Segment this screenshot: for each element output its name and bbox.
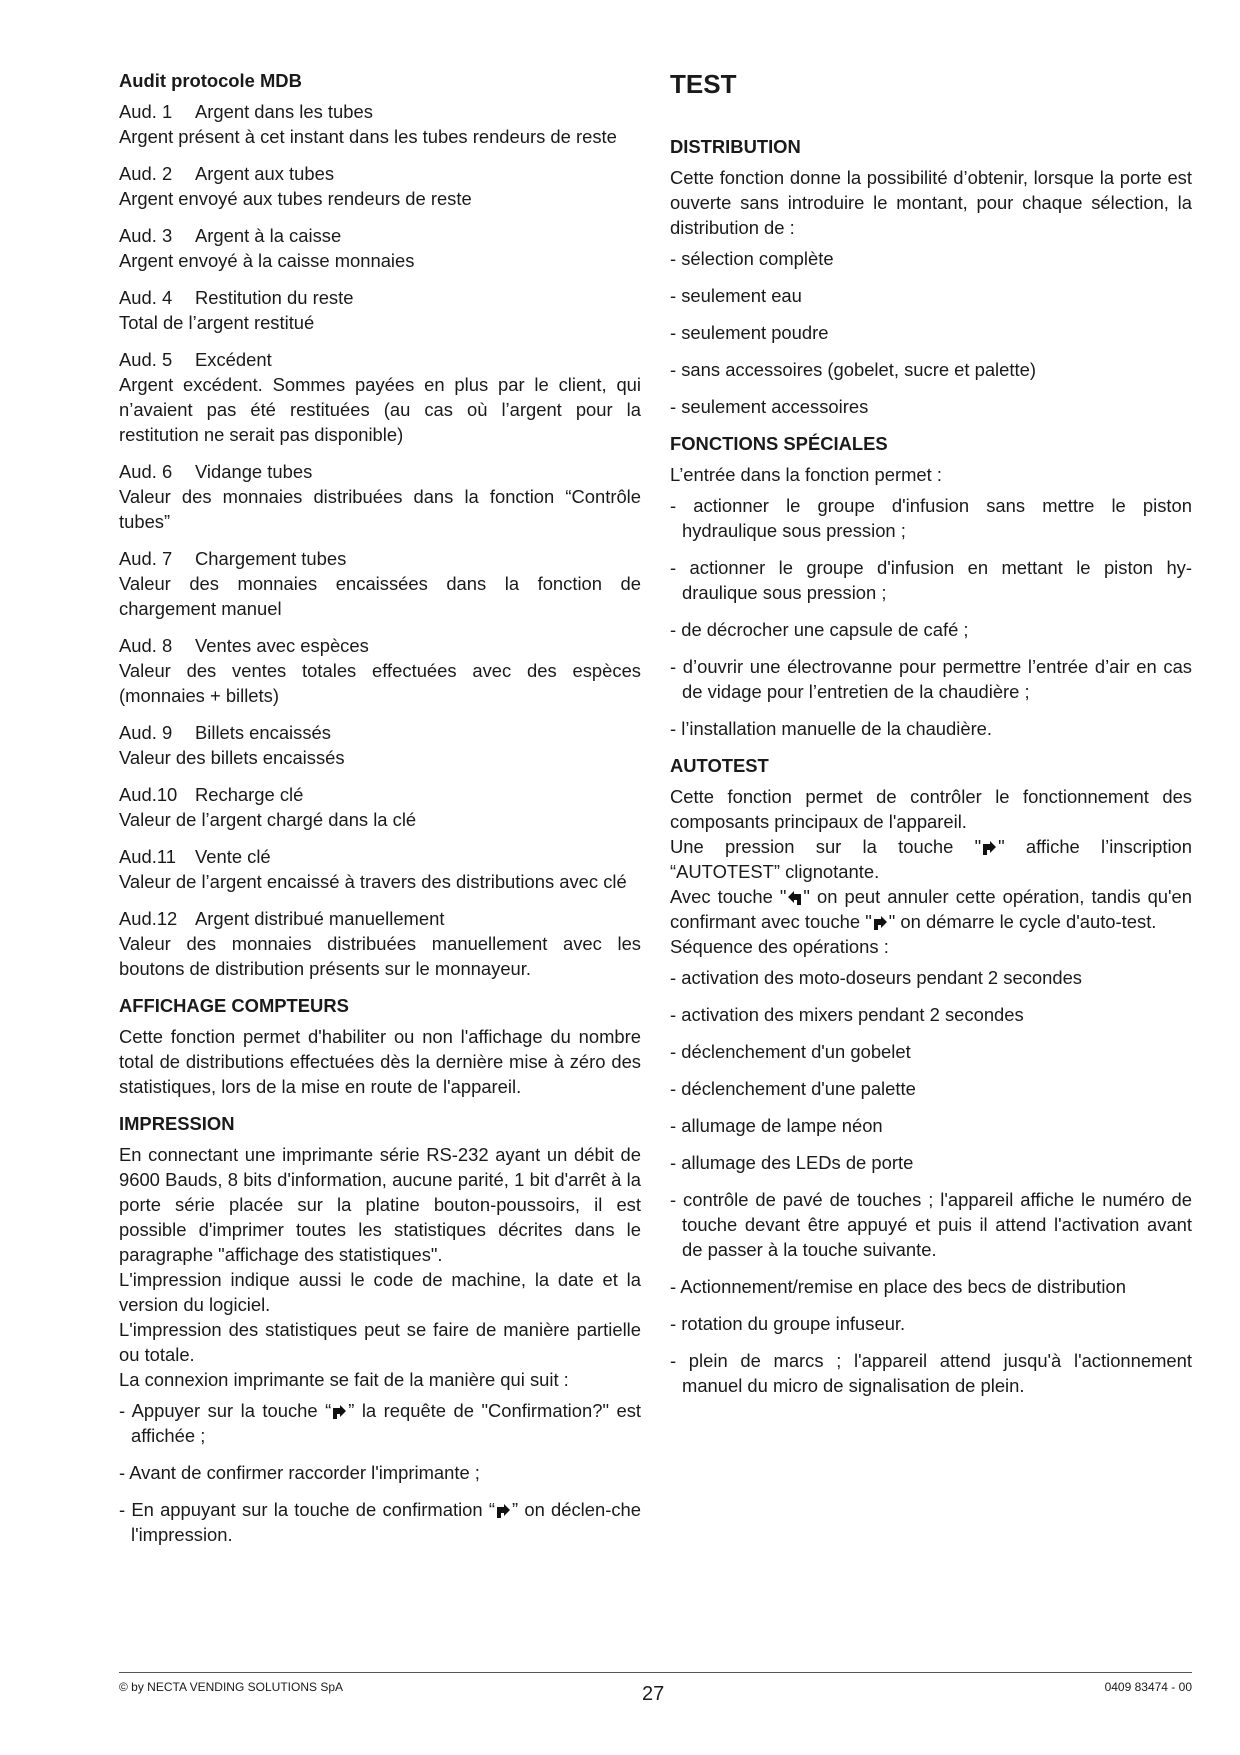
fonctions-heading: FONCTIONS SPÉCIALES xyxy=(670,433,888,454)
audit-description: Valeur des monnaies encaissées dans la fonction de chargement manuel xyxy=(119,573,641,619)
distribution-text: Cette fonction donne la possibilité d’obtenir, lorsque la porte est ouverte sans introduire le montant, pour chaque sélection, la distribution de : xyxy=(670,167,1192,238)
impression-step-3 xyxy=(119,1497,641,1547)
autotest-item: - allumage des LEDs de porte xyxy=(670,1152,914,1173)
page-title: TEST xyxy=(670,69,737,99)
audit-entry xyxy=(119,782,641,832)
footer-copyright: © by NECTA VENDING SOLUTIONS SpA xyxy=(119,1680,344,1694)
audit-entry-title xyxy=(119,906,641,931)
distribution-item: - seulement poudre xyxy=(670,322,829,343)
audit-entry xyxy=(119,285,641,335)
fonctions-list xyxy=(670,493,1192,741)
fonctions-text: L’entrée dans la fonction permet : xyxy=(670,464,942,485)
audit-description: Valeur des monnaies distribuées manuellement avec les boutons de distribution présents sur le monnayeur. xyxy=(119,933,641,979)
autotest-text-1: Cette fonction permet de contrôler le fonctionnement des composants principaux de l'appareil. xyxy=(670,786,1192,832)
confirm-key-icon xyxy=(332,1405,347,1419)
distribution-heading: DISTRIBUTION xyxy=(670,136,801,157)
audit-code: Aud. 7 xyxy=(119,548,173,569)
audit-description: Valeur des ventes totales effectuées avec des espèces (monnaies + billets) xyxy=(119,660,641,706)
fonctions-item: - l’installation manuelle de la chaudière. xyxy=(670,718,993,739)
audit-code: Aud. 4 xyxy=(119,287,173,308)
right-column xyxy=(670,68,1192,1410)
fonctions-item: - actionner le groupe d'infusion en mettant le piston hy-draulique sous pression ; xyxy=(670,557,1192,603)
autotest-item: - contrôle de pavé de touches ; l'appareil affiche le numéro de touche devant être appuyé et puis il attend l'activation avant de passer à la touche suivante. xyxy=(670,1189,1192,1260)
impression-step-1-text-a: - Appuyer sur la touche “ xyxy=(119,1400,332,1421)
audit-entry-title xyxy=(119,223,641,248)
audit-entry-title xyxy=(119,285,641,310)
distribution-item: - sélection complète xyxy=(670,248,834,269)
autotest-list xyxy=(670,965,1192,1398)
autotest-text-2-b: " affiche l’inscription “AUTOTEST” clignotante. xyxy=(670,836,1192,882)
audit-entry-title xyxy=(119,161,641,186)
fonctions-item: - actionner le groupe d'infusion sans mettre le piston hydraulique sous pression ; xyxy=(670,495,1192,541)
distribution-item: - sans accessoires (gobelet, sucre et palette) xyxy=(670,359,1036,380)
audit-description: Valeur de l’argent encaissé à travers des distributions avec clé xyxy=(119,871,627,892)
impression-heading: IMPRESSION xyxy=(119,1113,235,1134)
impression-line: En connectant une imprimante série RS-232 ayant un débit de 9600 Bauds, 8 bits d'information, aucune parité, 1 bit d'arrêt à la porte série placée sur la platine bouton-poussoirs, il est possible d'imprimer toutes les statistiques décrites dans le paragraphe "affichage des statistiques". xyxy=(119,1144,641,1265)
autotest-heading: AUTOTEST xyxy=(670,755,769,776)
audit-description: Valeur des monnaies distribuées dans la fonction “Contrôle tubes” xyxy=(119,486,641,532)
audit-title: Argent aux tubes xyxy=(195,163,335,184)
impression-step-3-text-a: - En appuyant sur la touche de confirmation “ xyxy=(119,1499,495,1520)
audit-entry xyxy=(119,844,641,894)
audit-code: Aud.10 xyxy=(119,784,178,805)
audit-code: Aud. 2 xyxy=(119,163,173,184)
audit-description: Valeur de l’argent chargé dans la clé xyxy=(119,809,417,830)
audit-list xyxy=(119,99,641,981)
autotest-item: - activation des moto-doseurs pendant 2 secondes xyxy=(670,967,1082,988)
confirm-key-icon xyxy=(873,916,888,930)
audit-entry xyxy=(119,99,641,149)
autotest-item: - déclenchement d'une palette xyxy=(670,1078,916,1099)
audit-title: Vidange tubes xyxy=(195,461,313,482)
impression-line: L'impression des statistiques peut se faire de manière partielle ou totale. xyxy=(119,1319,641,1365)
audit-entry xyxy=(119,906,641,981)
audit-description: Total de l’argent restitué xyxy=(119,312,315,333)
audit-entry xyxy=(119,720,641,770)
autotest-text-4: Séquence des opérations : xyxy=(670,936,889,957)
left-column xyxy=(119,68,641,1559)
audit-description: Argent envoyé à la caisse monnaies xyxy=(119,250,415,271)
audit-title: Ventes avec espèces xyxy=(195,635,369,656)
audit-title: Argent distribué manuellement xyxy=(195,908,445,929)
distribution-item: - seulement accessoires xyxy=(670,396,869,417)
audit-title: Vente clé xyxy=(195,846,271,867)
impression-line: L'impression indique aussi le code de machine, la date et la version du logiciel. xyxy=(119,1269,641,1315)
audit-code: Aud.12 xyxy=(119,908,178,929)
audit-entry xyxy=(119,633,641,708)
impression-step-1-text-b: ” la requête de "Confirmation?" est affichée ; xyxy=(131,1400,641,1446)
fonctions-item: - de décrocher une capsule de café ; xyxy=(670,619,969,640)
impression-step-2: - Avant de confirmer raccorder l'imprimante ; xyxy=(119,1462,480,1483)
audit-code: Aud. 6 xyxy=(119,461,173,482)
autotest-item: - rotation du groupe infuseur. xyxy=(670,1313,906,1334)
audit-entry-title xyxy=(119,347,641,372)
page-number: 27 xyxy=(642,1683,665,1705)
fonctions-item: - d’ouvrir une électrovanne pour permettre l’entrée d’air en cas de vidage pour l’entretien de la chaudière ; xyxy=(670,656,1192,702)
autotest-text-2 xyxy=(670,834,1192,884)
audit-entry xyxy=(119,347,641,447)
audit-code: Aud. 5 xyxy=(119,349,173,370)
audit-entry xyxy=(119,459,641,534)
autotest-item: - Actionnement/remise en place des becs de distribution xyxy=(670,1276,1126,1297)
autotest-item: - déclenchement d'un gobelet xyxy=(670,1041,911,1062)
impression-step-1 xyxy=(119,1398,641,1448)
audit-title: Restitution du reste xyxy=(195,287,354,308)
affichage-text: Cette fonction permet d'habiliter ou non l'affichage du nombre total de distributions effectuées dès la dernière mise à zéro des statistiques, lors de la mise en route de l'appareil. xyxy=(119,1026,641,1097)
audit-heading: Audit protocole MDB xyxy=(119,70,302,91)
autotest-text-3-b: " on peut annuler cette opération, tandis qu'en confirmant avec touche " xyxy=(670,886,1192,932)
affichage-heading: AFFICHAGE COMPTEURS xyxy=(119,995,349,1016)
audit-entry-title xyxy=(119,459,641,484)
autotest-body xyxy=(670,784,1192,959)
cancel-key-icon xyxy=(787,891,802,905)
autotest-text-3-a: Avec touche " xyxy=(670,886,787,907)
audit-code: Aud. 1 xyxy=(119,101,173,122)
audit-description: Argent présent à cet instant dans les tubes rendeurs de reste xyxy=(119,126,617,147)
impression-line: La connexion imprimante se fait de la manière qui suit : xyxy=(119,1369,569,1390)
audit-title: Argent dans les tubes xyxy=(195,101,373,122)
audit-code: Aud. 9 xyxy=(119,722,173,743)
confirm-key-icon xyxy=(496,1504,511,1518)
audit-title: Excédent xyxy=(195,349,272,370)
audit-code: Aud.11 xyxy=(119,846,176,867)
audit-entry xyxy=(119,161,641,211)
footer-docref: 0409 83474 - 00 xyxy=(1104,1680,1192,1694)
audit-title: Chargement tubes xyxy=(195,548,347,569)
audit-entry-title xyxy=(119,633,641,658)
audit-description: Valeur des billets encaissés xyxy=(119,747,345,768)
audit-description: Argent envoyé aux tubes rendeurs de reste xyxy=(119,188,472,209)
autotest-item: - plein de marcs ; l'appareil attend jusqu'à l'actionnement manuel du micro de signalisation de plein. xyxy=(670,1350,1192,1396)
distribution-item: - seulement eau xyxy=(670,285,802,306)
distribution-list xyxy=(670,246,1192,419)
autotest-text-3 xyxy=(670,884,1192,934)
audit-description: Argent excédent. Sommes payées en plus par le client, qui n’avaient pas été restituées (au cas où l’argent pour la restitution ne serait pas disponible) xyxy=(119,374,641,445)
impression-body xyxy=(119,1142,641,1392)
audit-entry-title xyxy=(119,844,641,869)
autotest-item: - allumage de lampe néon xyxy=(670,1115,883,1136)
confirm-key-icon xyxy=(982,841,997,855)
audit-code: Aud. 3 xyxy=(119,225,173,246)
audit-entry xyxy=(119,546,641,621)
audit-code: Aud. 8 xyxy=(119,635,173,656)
autotest-item: - activation des mixers pendant 2 secondes xyxy=(670,1004,1024,1025)
audit-entry-title xyxy=(119,546,641,571)
audit-title: Recharge clé xyxy=(195,784,304,805)
audit-entry-title xyxy=(119,782,641,807)
audit-entry-title xyxy=(119,720,641,745)
audit-entry-title xyxy=(119,99,641,124)
autotest-text-2-a: Une pression sur la touche " xyxy=(670,836,982,857)
audit-entry xyxy=(119,223,641,273)
footer-divider xyxy=(119,1672,1192,1673)
audit-title: Billets encaissés xyxy=(195,722,331,743)
impression-step-3-text-b: ” on déclen-che l'impression. xyxy=(131,1499,641,1545)
autotest-text-3-c: " on démarre le cycle d'auto-test. xyxy=(888,911,1157,932)
audit-title: Argent à la caisse xyxy=(195,225,342,246)
